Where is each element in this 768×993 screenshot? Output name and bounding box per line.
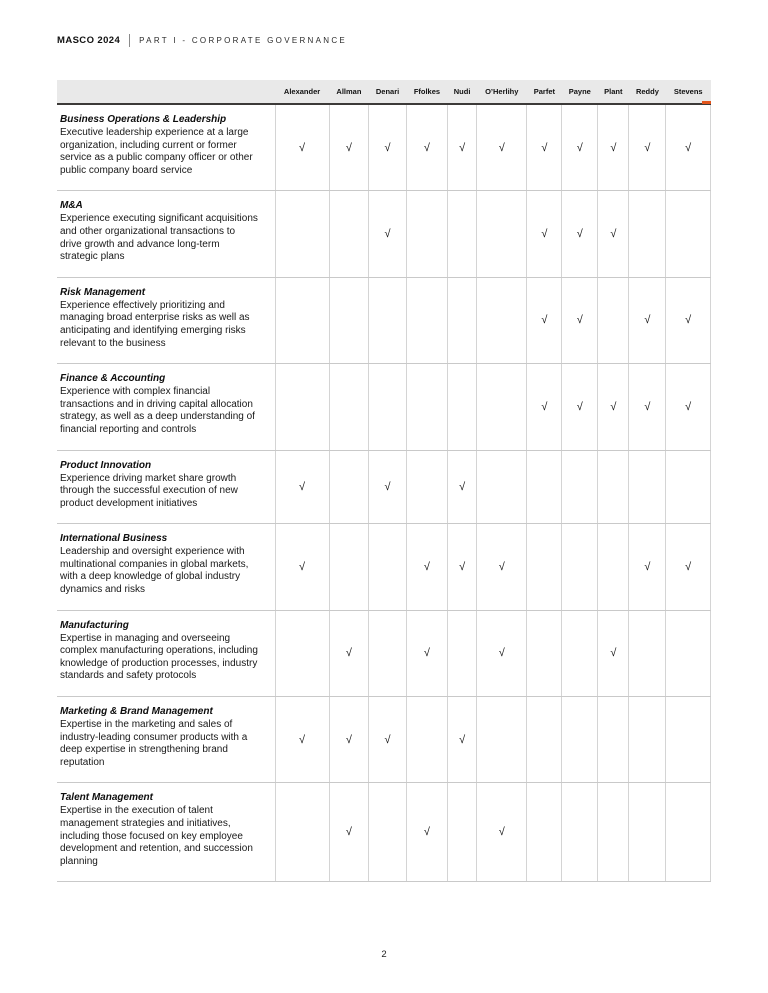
empty-cell — [448, 191, 477, 277]
table-header-row — [57, 80, 711, 104]
skills-matrix — [57, 80, 711, 882]
check-mark-cell: √ — [369, 450, 407, 524]
check-mark-cell: √ — [629, 277, 666, 363]
empty-cell — [329, 524, 369, 610]
check-mark-cell: √ — [477, 104, 527, 191]
skill-category-cell — [57, 104, 275, 191]
check-mark-cell: √ — [329, 783, 369, 882]
director-column-header: Reddy — [629, 80, 666, 104]
skill-description: Experience effectively prioritizing and managing broad enterprise risks as well as anticipating and identifying emerging risks relevant to the business — [60, 299, 250, 349]
director-column-header: Nudi — [448, 80, 477, 104]
skill-title: Business Operations & Leadership — [60, 114, 227, 125]
empty-cell — [562, 610, 598, 696]
empty-cell — [275, 191, 329, 277]
skill-description: Expertise in the marketing and sales of industry-leading consumer products with a deep expertise in strengthening brand reputation — [60, 719, 248, 768]
empty-cell — [448, 783, 477, 882]
check-mark-cell: √ — [562, 277, 598, 363]
page-number: 2 — [381, 949, 387, 960]
check-mark-cell: √ — [598, 364, 629, 450]
check-mark-cell: √ — [527, 104, 562, 191]
empty-cell — [477, 697, 527, 783]
empty-cell — [477, 364, 527, 450]
check-mark-cell: √ — [527, 364, 562, 450]
skill-row — [57, 191, 711, 277]
empty-cell — [562, 450, 598, 524]
empty-cell — [666, 697, 711, 783]
skill-title: M&A — [60, 200, 83, 212]
page-header — [57, 34, 347, 47]
check-mark-cell: √ — [477, 783, 527, 882]
section-title: PART I - CORPORATE GOVERNANCE — [139, 36, 348, 45]
check-mark-cell: √ — [666, 524, 711, 610]
check-mark-cell: √ — [369, 191, 407, 277]
empty-cell — [329, 277, 369, 363]
header-divider — [129, 34, 130, 47]
skill-title: Marketing & Brand Management — [60, 706, 213, 718]
check-mark-cell: √ — [562, 364, 598, 450]
skill-category-cell — [57, 524, 275, 610]
empty-cell — [598, 277, 629, 363]
skill-category-cell — [57, 191, 275, 277]
empty-cell — [406, 277, 447, 363]
empty-cell — [527, 783, 562, 882]
director-column-header: Ffolkes — [406, 80, 447, 104]
empty-cell — [629, 191, 666, 277]
director-column-header: Stevens — [666, 80, 711, 104]
empty-cell — [666, 783, 711, 882]
empty-cell — [629, 610, 666, 696]
check-mark-cell: √ — [629, 104, 666, 191]
empty-cell — [329, 191, 369, 277]
skill-row — [57, 610, 711, 696]
empty-cell — [369, 364, 407, 450]
empty-cell — [527, 450, 562, 524]
check-mark-cell: √ — [448, 697, 477, 783]
empty-cell — [329, 450, 369, 524]
empty-cell — [629, 783, 666, 882]
empty-cell — [448, 610, 477, 696]
empty-cell — [275, 783, 329, 882]
empty-cell — [477, 277, 527, 363]
check-mark-cell: √ — [329, 104, 369, 191]
skill-title: Finance & Accounting — [60, 373, 166, 385]
skill-row — [57, 104, 711, 191]
skill-description: Experience executing significant acquisitions and other organizational transactions to drive growth and advance long-term strategic plans — [60, 213, 258, 263]
check-mark-cell: √ — [369, 104, 407, 191]
empty-cell — [275, 364, 329, 450]
skill-title: Product Innovation — [60, 459, 152, 471]
empty-cell — [629, 450, 666, 524]
empty-cell — [369, 610, 407, 696]
brand-label: MASCO 2024 — [57, 35, 121, 46]
check-mark-cell: √ — [369, 697, 407, 783]
empty-cell — [406, 697, 447, 783]
check-mark-cell: √ — [598, 191, 629, 277]
empty-cell — [477, 450, 527, 524]
skill-row — [57, 697, 711, 783]
check-mark-cell: √ — [406, 104, 447, 191]
skill-description: Executive leadership experience at a large organization, including current or former service as a public company officer or other public company board service — [60, 127, 253, 176]
director-column-header: Denari — [369, 80, 407, 104]
empty-cell — [598, 783, 629, 882]
skill-description: Leadership and oversight experience with multinational companies in global markets, with a deep knowledge of global industry dynamics and risks — [60, 546, 249, 596]
empty-cell — [666, 610, 711, 696]
check-mark-cell: √ — [527, 277, 562, 363]
empty-cell — [562, 697, 598, 783]
check-mark-cell: √ — [562, 104, 598, 191]
check-mark-cell: √ — [406, 783, 447, 882]
skill-category-cell — [57, 783, 275, 882]
skill-category-cell — [57, 450, 275, 524]
skill-title: Manufacturing — [60, 619, 129, 631]
empty-cell — [666, 450, 711, 524]
check-mark-cell: √ — [275, 697, 329, 783]
empty-cell — [527, 610, 562, 696]
empty-cell — [448, 277, 477, 363]
skill-title: Risk Management — [60, 286, 146, 298]
check-mark-cell: √ — [275, 450, 329, 524]
director-column-header: Allman — [329, 80, 369, 104]
empty-cell — [448, 364, 477, 450]
check-mark-cell: √ — [275, 524, 329, 610]
director-column-header: Payne — [562, 80, 598, 104]
skill-description: Expertise in managing and overseeing complex manufacturing operations, including knowledge of production processes, industry standards and safety protocols — [60, 632, 258, 682]
empty-cell — [406, 450, 447, 524]
empty-cell — [406, 364, 447, 450]
empty-cell — [666, 191, 711, 277]
empty-cell — [477, 191, 527, 277]
director-column-header: O’Herlihy — [477, 80, 527, 104]
skill-row — [57, 364, 711, 450]
skill-row — [57, 450, 711, 524]
skill-description: Experience driving market share growth through the successful execution of new product development initiatives — [60, 472, 238, 509]
check-mark-cell: √ — [666, 104, 711, 191]
check-mark-cell: √ — [406, 524, 447, 610]
check-mark-cell: √ — [329, 610, 369, 696]
check-mark-cell: √ — [448, 524, 477, 610]
empty-cell — [369, 277, 407, 363]
empty-cell — [562, 524, 598, 610]
empty-cell — [275, 610, 329, 696]
director-column-header: Parfet — [527, 80, 562, 104]
skill-description: Experience with complex financial transactions and in driving capital allocation strategy, as well as a deep understanding of financial reporting and controls — [60, 386, 255, 435]
skill-title: International Business — [60, 533, 168, 545]
director-column-header: Plant — [598, 80, 629, 104]
skill-row — [57, 783, 711, 882]
empty-cell — [275, 277, 329, 363]
check-mark-cell: √ — [666, 277, 711, 363]
check-mark-cell: √ — [329, 697, 369, 783]
director-skills-table — [57, 80, 711, 882]
empty-cell — [598, 697, 629, 783]
skill-category-cell — [57, 697, 275, 783]
check-mark-cell: √ — [448, 104, 477, 191]
skill-category-cell — [57, 364, 275, 450]
check-mark-cell: √ — [629, 524, 666, 610]
check-mark-cell: √ — [477, 610, 527, 696]
check-mark-cell: √ — [527, 191, 562, 277]
check-mark-cell: √ — [666, 364, 711, 450]
empty-cell — [598, 524, 629, 610]
empty-cell — [562, 783, 598, 882]
director-column-header: Alexander — [275, 80, 329, 104]
empty-cell — [598, 450, 629, 524]
empty-cell — [527, 524, 562, 610]
skill-title: Talent Management — [60, 792, 153, 804]
empty-cell — [369, 524, 407, 610]
empty-cell — [527, 697, 562, 783]
empty-cell — [406, 191, 447, 277]
check-mark-cell: √ — [629, 364, 666, 450]
skill-category-cell — [57, 277, 275, 363]
check-mark-cell: √ — [598, 104, 629, 191]
empty-cell — [629, 697, 666, 783]
empty-cell — [369, 783, 407, 882]
skill-row — [57, 277, 711, 363]
check-mark-cell: √ — [477, 524, 527, 610]
empty-cell — [329, 364, 369, 450]
check-mark-cell: √ — [275, 104, 329, 191]
skill-row — [57, 524, 711, 610]
skill-category-cell — [57, 610, 275, 696]
skill-description: Expertise in the execution of talent management strategies and initiatives, including those focused on key employee development and retention, and succession planning — [60, 805, 253, 867]
category-column-header — [57, 80, 275, 104]
check-mark-cell: √ — [562, 191, 598, 277]
check-mark-cell: √ — [406, 610, 447, 696]
orange-accent-mark — [702, 101, 711, 104]
check-mark-cell: √ — [448, 450, 477, 524]
check-mark-cell: √ — [598, 610, 629, 696]
